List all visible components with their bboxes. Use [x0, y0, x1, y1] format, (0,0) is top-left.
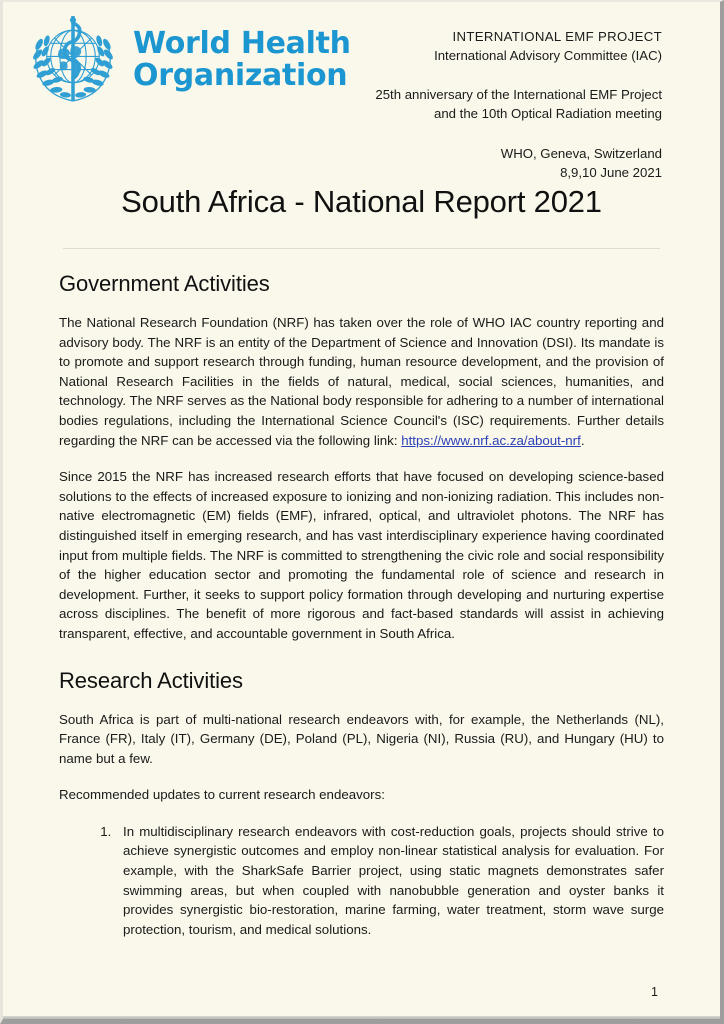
who-logo — [21, 12, 351, 108]
government-paragraph-1-text: The National Research Foundation (NRF) has taken over the role of WHO IAC country reporting and advisory body. The NRF is an entity of the Department of Science and Innovation (DSI). Its mandate is to promote and support research through funding, human resource development, and the provision of National Research Facilities in the fields of natural, medical, social sciences, humanities, and technology. The NRF serves as the National body responsible for adhering to a number of international bodies regulations, including the International Science Council's (ISC) requirements. Further details regarding the NRF can be accessed via the following link: — [59, 315, 664, 448]
page-title: South Africa - National Report 2021 — [121, 184, 602, 219]
who-wordmark — [133, 28, 351, 92]
nrf-about-link[interactable]: https://www.nrf.ac.za/about-nrf — [401, 432, 581, 448]
who-wordmark-line2: Organization — [133, 58, 348, 93]
meeting-project-line1: INTERNATIONAL EMF PROJECT — [452, 29, 662, 44]
who-emblem-icon — [21, 12, 125, 108]
meeting-project — [375, 28, 662, 65]
list-item: 1. In multidisciplinary research endeavors with cost-reduction goals, projects should strive to achieve synergistic outcomes and employ non-linear statistical analysis for evaluation. For example, with the SharkSafe Barrier project, using static magnets demonstrates safer swimming areas, but when coupled with nanobubble generation and oyster banks it provides synergistic bio-restoration, marine farming, water treatment, storm wave surge protection, tourism, and medical solutions. — [115, 822, 664, 940]
government-paragraph-2: Since 2015 the NRF has increased research efforts that have focused on developing science-based solutions to the effects of increased exposure to ionizing and non-ionizing radiation. This includes non-native electromagnetic (EM) fields (EMF), infrared, optical, and ultraviolet photons. The NRF has distinguished itself in emerging research, and has vast interdisciplinary experience having coordinated input from multiple fields. The NRF is committed to strengthening the civic role and social responsibility of the higher education sector and promoting the fundamental role of science and research in development. Further, it seeks to support policy formation through developing and nurturing expertise across disciplines. The benefit of more rigorous and fact-based standards will assist in achieving transparent, effective, and accountable government in South Africa. — [59, 469, 664, 641]
meeting-event — [375, 86, 662, 123]
recommendations-list — [59, 822, 664, 940]
meeting-venue-line1: WHO, Geneva, Switzerland — [500, 145, 662, 161]
meeting-venue-line2: 8,9,10 June 2021 — [560, 164, 662, 180]
meeting-info — [375, 10, 664, 182]
section-research-activities — [59, 668, 664, 940]
government-paragraph-1 — [59, 313, 664, 450]
page-number: 1 — [651, 985, 658, 999]
section-government-activities — [59, 271, 664, 644]
who-wordmark-line1: World Health — [133, 26, 351, 62]
meeting-project-line2: International Advisory Committee (IAC) — [434, 47, 662, 63]
document-body — [59, 249, 664, 939]
research-paragraph-2: Recommended updates to current research endeavors: — [59, 787, 385, 803]
research-paragraph-1: South Africa is part of multi-national research endeavors with, for example, the Netherlands (NL), France (FR), Italy (IT), Germany (DE), Poland (PL), Nigeria (NI), Russia (RU), and Hungary (HU) to name but a few. — [59, 711, 664, 766]
government-paragraph-1-tail: . — [580, 432, 585, 448]
meeting-event-line2: and the 10th Optical Radiation meeting — [434, 106, 662, 122]
document-header — [59, 2, 664, 184]
section-heading-research: Research Activities — [59, 667, 243, 693]
meeting-event-line1: 25th anniversary of the International EMF Project — [375, 87, 662, 103]
meeting-venue — [375, 145, 662, 182]
section-heading-government: Government Activities — [59, 271, 270, 296]
